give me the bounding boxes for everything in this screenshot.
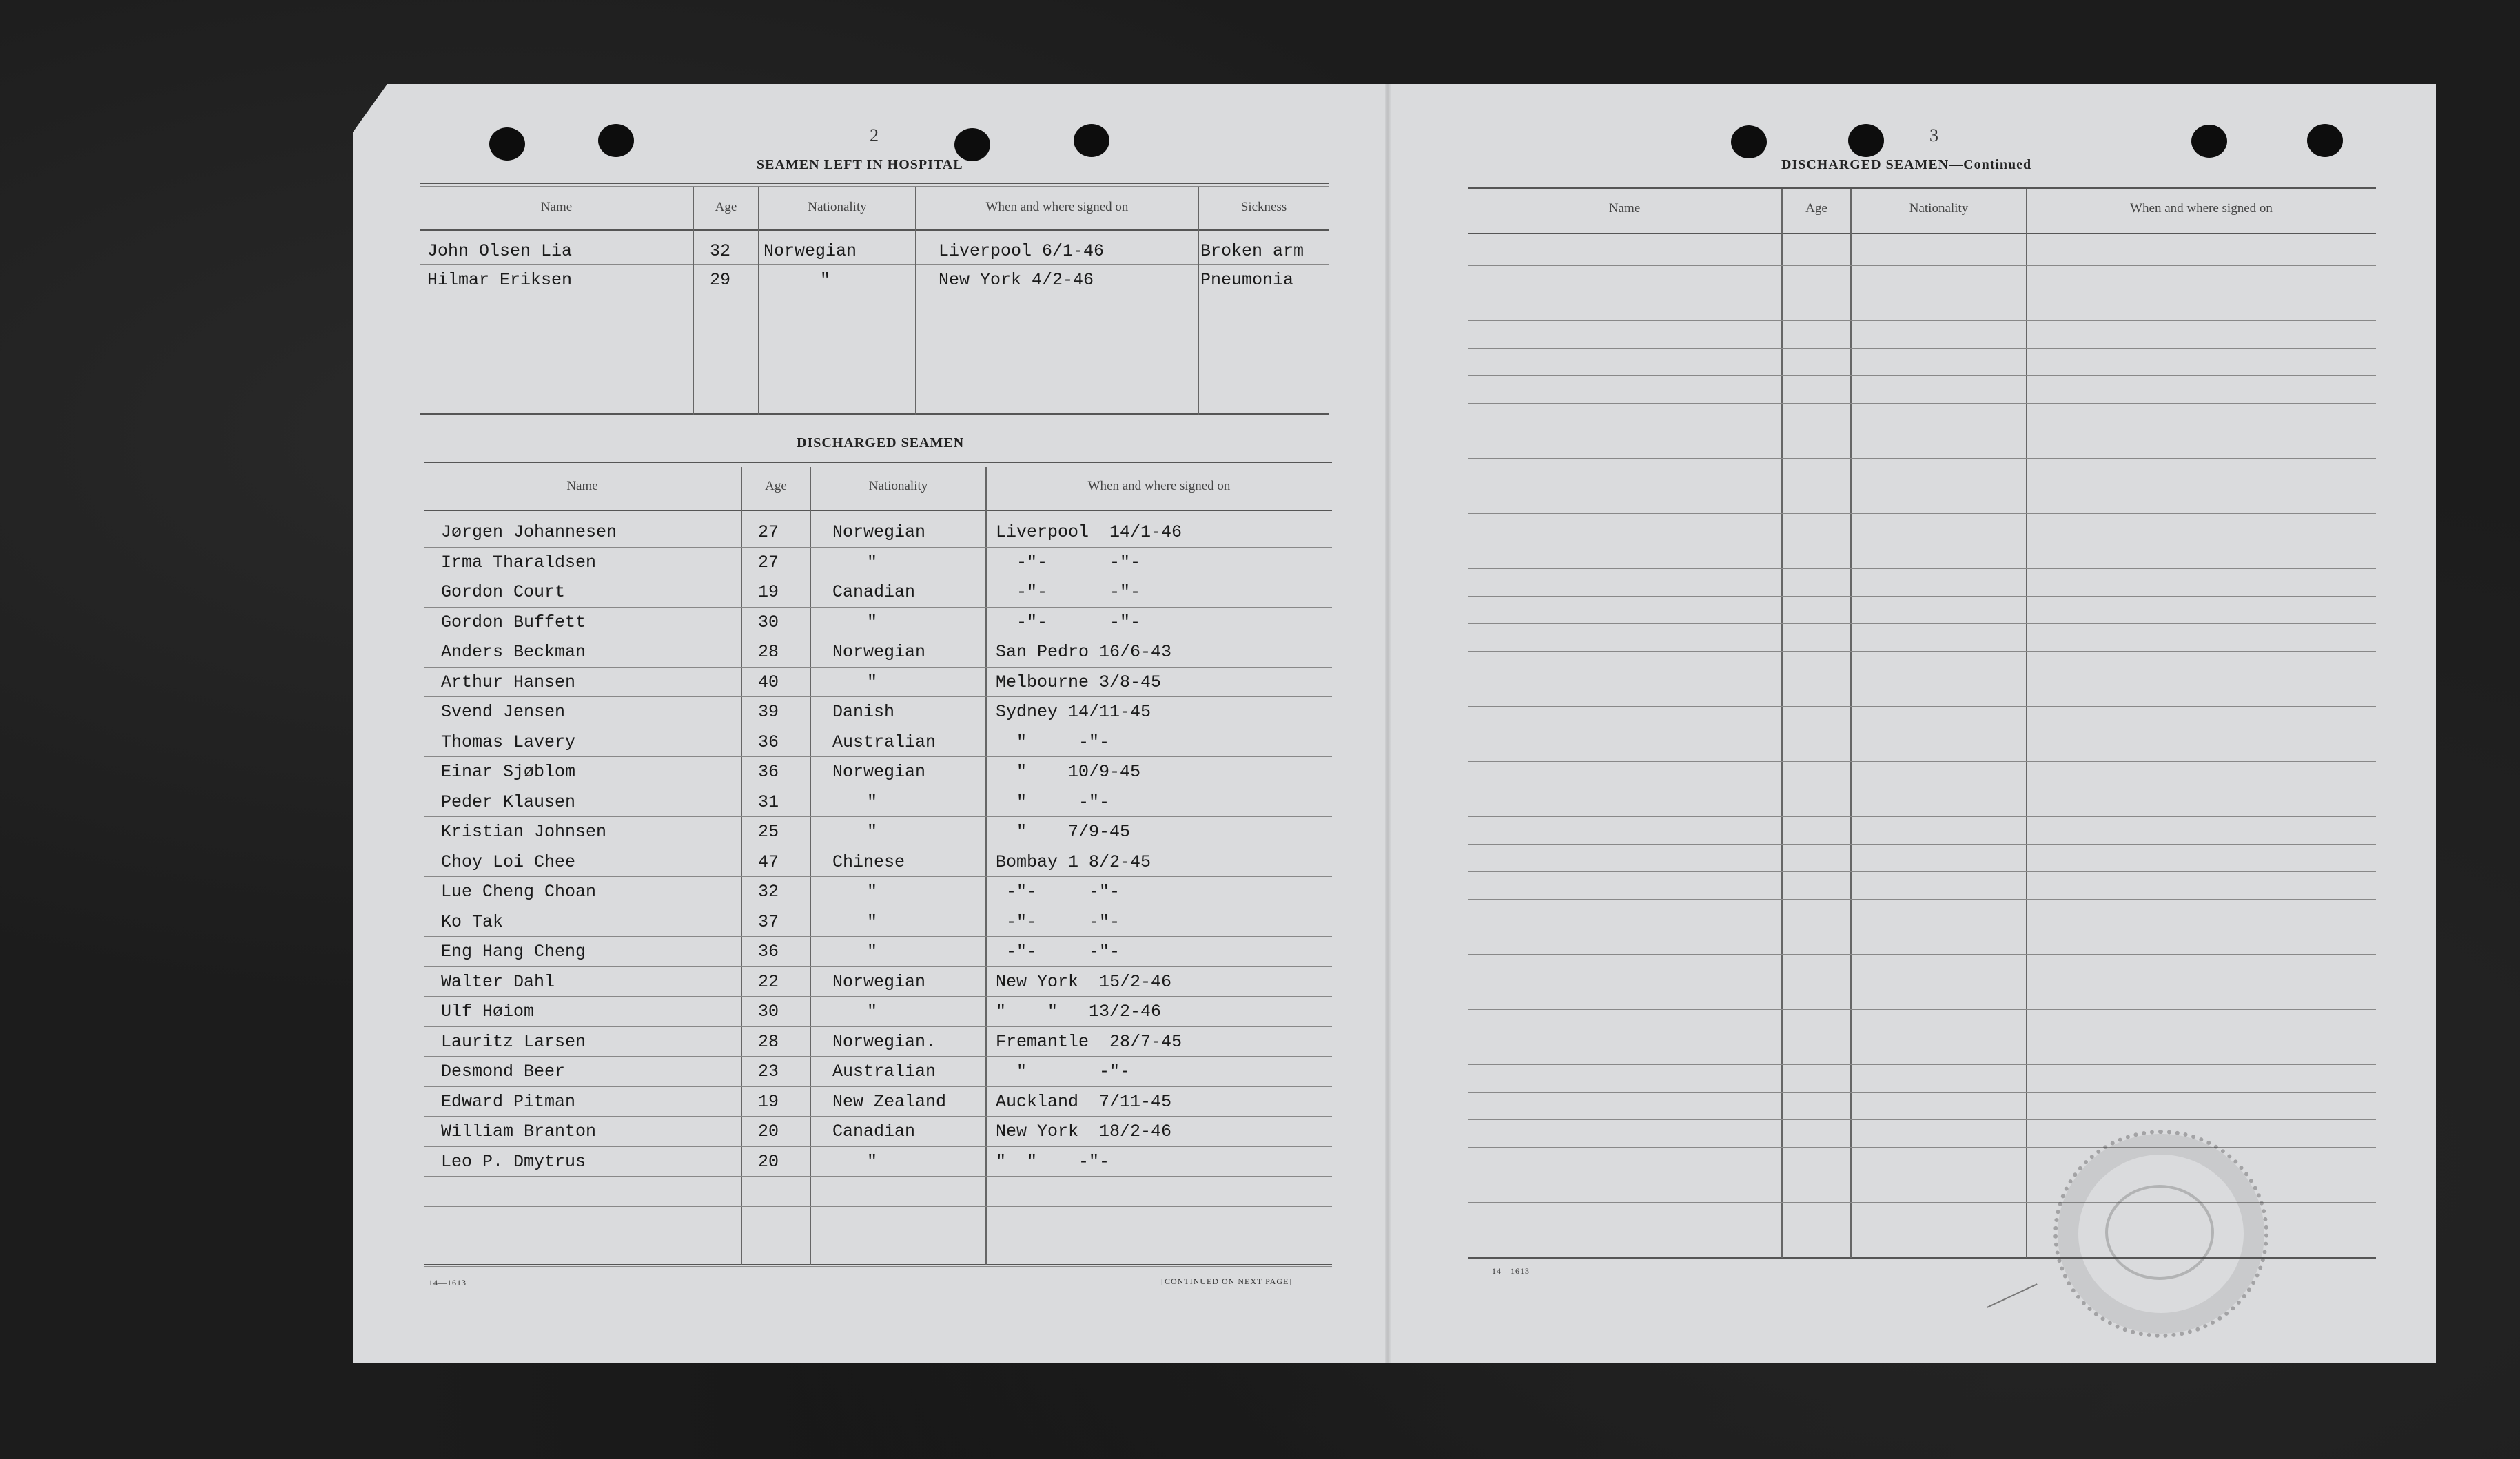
punch-hole: [1731, 125, 1767, 158]
discharged-nationality: ": [867, 1152, 878, 1172]
discharged-age: 30: [758, 612, 779, 632]
discharged-name: Peder Klausen: [441, 792, 576, 812]
hospital-signed-on: New York 4/2-46: [939, 270, 1094, 290]
discharged-signed-on: -"- -"-: [996, 612, 1141, 632]
discharged-nationality: ": [867, 552, 878, 572]
discharged-header-signed-on: When and where signed on: [1087, 479, 1231, 493]
hospital-header-name: Name: [540, 200, 573, 214]
discharged-name: Desmond Beer: [441, 1062, 566, 1082]
discharged-age: 27: [758, 522, 779, 542]
hospital-nationality: Norwegian: [764, 241, 857, 261]
discharged-nationality: ": [867, 942, 878, 962]
discharged-signed-on: " 7/9-45: [996, 822, 1131, 842]
discharged-age: 27: [758, 552, 779, 572]
discharged-nationality: New Zealand: [832, 1092, 947, 1112]
discharged-signed-on: -"- -"-: [996, 582, 1141, 602]
discharged-age: 36: [758, 762, 779, 782]
hospital-signed-on: Liverpool 6/1-46: [939, 241, 1105, 261]
hospital-sickness: Pneumonia: [1200, 270, 1294, 290]
discharged-name: Anders Beckman: [441, 642, 586, 662]
hospital-header-nationality: Nationality: [808, 200, 867, 214]
discharged-nationality: ": [867, 792, 878, 812]
discharged-name: Jørgen Johannesen: [441, 522, 617, 542]
hospital-sickness: Broken arm: [1200, 241, 1304, 261]
discharged-nationality: ": [867, 1002, 878, 1022]
hospital-header-signed-on: When and where signed on: [985, 200, 1129, 214]
discharged-name: Walter Dahl: [441, 972, 555, 992]
discharged-nationality: Norwegian: [832, 762, 926, 782]
discharged-signed-on: Bombay 1 8/2-45: [996, 852, 1151, 872]
punch-hole: [489, 127, 525, 161]
right-form-number: 14—1613: [1492, 1266, 1530, 1276]
discharged-name: Lue Cheng Choan: [441, 882, 597, 902]
discharged-age: 22: [758, 972, 779, 992]
discharged-age: 19: [758, 582, 779, 602]
discharged-signed-on: San Pedro 16/6-43: [996, 642, 1172, 662]
right-header-signed-on: When and where signed on: [2130, 201, 2273, 216]
hospital-header-sickness: Sickness: [1240, 200, 1287, 214]
discharged-age: 20: [758, 1152, 779, 1172]
discharged-header-nationality: Nationality: [868, 479, 928, 493]
discharged-nationality: Norwegian.: [832, 1032, 936, 1052]
discharged-age: 37: [758, 912, 779, 932]
discharged-header-age: Age: [765, 479, 787, 493]
discharged-name: Irma Tharaldsen: [441, 552, 597, 572]
discharged-nationality: Canadian: [832, 582, 916, 602]
discharged-signed-on: Sydney 14/11-45: [996, 702, 1151, 722]
discharged-name: Thomas Lavery: [441, 732, 576, 752]
punch-hole: [2191, 125, 2227, 158]
right-header-nationality: Nationality: [1909, 201, 1969, 216]
discharged-nationality: Danish: [832, 702, 895, 722]
right-header-age: Age: [1805, 201, 1827, 216]
discharged-name: Gordon Buffett: [441, 612, 586, 632]
hospital-header-age: Age: [715, 200, 737, 214]
right-header-name: Name: [1608, 201, 1641, 216]
left-form-number: 14—1613: [429, 1278, 467, 1287]
discharged-signed-on: Liverpool 14/1-46: [996, 522, 1182, 542]
discharged-signed-on: -"- -"-: [996, 552, 1141, 572]
discharged-signed-on: -"- -"-: [996, 882, 1120, 902]
punch-hole: [2307, 124, 2343, 157]
punch-hole: [1848, 124, 1884, 157]
hospital-section-title: SEAMEN LEFT IN HOSPITAL: [757, 157, 963, 172]
discharged-name: Svend Jensen: [441, 702, 566, 722]
discharged-name: Gordon Court: [441, 582, 566, 602]
right-section-title: DISCHARGED SEAMEN—Continued: [1781, 157, 2032, 172]
discharged-name: Leo P. Dmytrus: [441, 1152, 586, 1172]
discharged-name: Kristian Johnsen: [441, 822, 607, 842]
discharged-signed-on: New York 15/2-46: [996, 972, 1172, 992]
discharged-signed-on: " 10/9-45: [996, 762, 1141, 782]
discharged-age: 31: [758, 792, 779, 812]
page-fold: [1385, 83, 1391, 1363]
discharged-nationality: Chinese: [832, 852, 905, 872]
punch-hole: [1074, 124, 1109, 157]
discharged-name: Arthur Hansen: [441, 672, 576, 692]
discharged-name: Eng Hang Cheng: [441, 942, 586, 962]
discharged-age: 40: [758, 672, 779, 692]
punch-hole: [598, 124, 634, 157]
discharged-signed-on: New York 18/2-46: [996, 1121, 1172, 1141]
discharged-signed-on: " -"-: [996, 792, 1110, 812]
discharged-signed-on: Fremantle 28/7-45: [996, 1032, 1182, 1052]
discharged-signed-on: Auckland 7/11-45: [996, 1092, 1172, 1112]
punch-hole: [954, 128, 990, 161]
discharged-signed-on: " " -"-: [996, 1152, 1110, 1172]
discharged-nationality: ": [867, 612, 878, 632]
discharged-section-title: DISCHARGED SEAMEN: [797, 435, 965, 451]
discharged-signed-on: " -"-: [996, 1062, 1131, 1082]
discharged-header-name: Name: [566, 479, 598, 493]
discharged-name: Ulf Høiom: [441, 1002, 535, 1022]
discharged-age: 39: [758, 702, 779, 722]
hospital-name: John Olsen Lia: [427, 241, 573, 261]
discharged-age: 19: [758, 1092, 779, 1112]
discharged-nationality: Australian: [832, 732, 936, 752]
discharged-nationality: Norwegian: [832, 642, 926, 662]
discharged-nationality: Australian: [832, 1062, 936, 1082]
discharged-age: 25: [758, 822, 779, 842]
discharged-name: William Branton: [441, 1121, 597, 1141]
discharged-age: 36: [758, 942, 779, 962]
discharged-nationality: Canadian: [832, 1121, 916, 1141]
discharged-nationality: ": [867, 822, 878, 842]
discharged-age: 28: [758, 1032, 779, 1052]
discharged-age: 47: [758, 852, 779, 872]
discharged-age: 32: [758, 882, 779, 902]
discharged-age: 30: [758, 1002, 779, 1022]
discharged-age: 28: [758, 642, 779, 662]
stamp-inner-ring: [2105, 1185, 2214, 1280]
discharged-signed-on: -"- -"-: [996, 912, 1120, 932]
hospital-age: 32: [710, 241, 731, 261]
discharged-nationality: ": [867, 882, 878, 902]
discharged-signed-on: " " 13/2-46: [996, 1002, 1162, 1022]
discharged-name: Edward Pitman: [441, 1092, 576, 1112]
hospital-age: 29: [710, 270, 731, 290]
discharged-nationality: Norwegian: [832, 522, 926, 542]
discharged-nationality: Norwegian: [832, 972, 926, 992]
discharged-name: Lauritz Larsen: [441, 1032, 586, 1052]
discharged-name: Choy Loi Chee: [441, 852, 576, 872]
discharged-name: Ko Tak: [441, 912, 504, 932]
discharged-nationality: ": [867, 912, 878, 932]
hospital-name: Hilmar Eriksen: [427, 270, 573, 290]
discharged-signed-on: " -"-: [996, 732, 1110, 752]
discharged-name: Einar Sjøblom: [441, 762, 576, 782]
discharged-nationality: ": [867, 672, 878, 692]
discharged-age: 20: [758, 1121, 779, 1141]
left-page-number: 2: [870, 125, 879, 145]
discharged-signed-on: Melbourne 3/8-45: [996, 672, 1162, 692]
continued-note: [CONTINUED ON NEXT PAGE]: [1161, 1276, 1293, 1286]
discharged-signed-on: -"- -"-: [996, 942, 1120, 962]
hospital-nationality: ": [820, 270, 831, 290]
discharged-age: 23: [758, 1062, 779, 1082]
discharged-age: 36: [758, 732, 779, 752]
right-page-number: 3: [1929, 125, 1938, 145]
